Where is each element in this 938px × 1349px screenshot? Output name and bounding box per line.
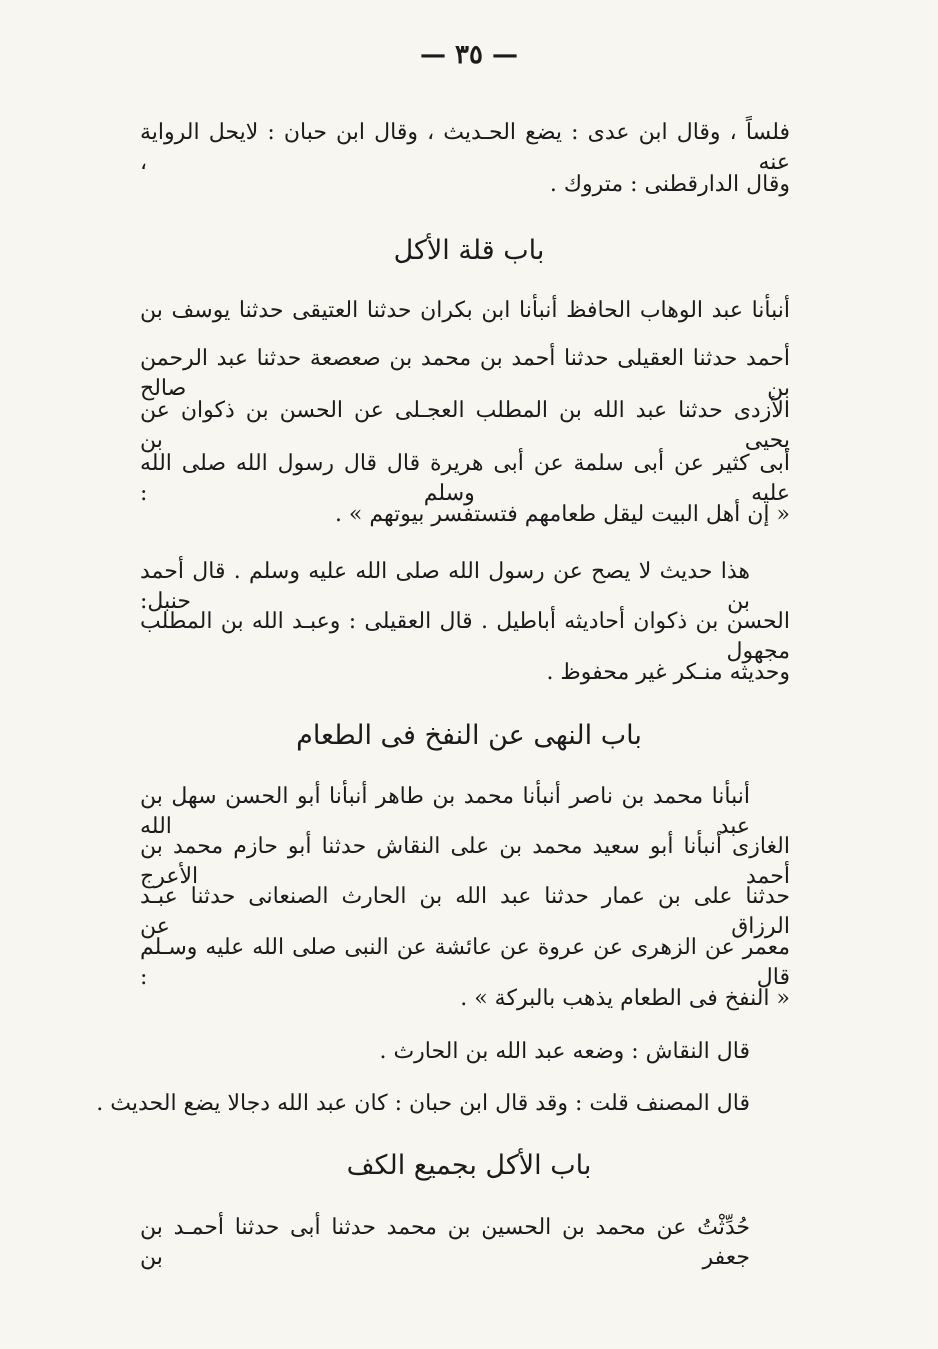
text-line: أنبأنا عبد الوهاب الحافظ أنبأنا ابن بكران حدثنا العتيقى حدثنا يوسف بن xyxy=(140,298,790,323)
text-line: الغازى أنبأنا أبو سعيد محمد بن على النقاش حدثنا أبو حازم محمد بن أحمد الأعرج xyxy=(140,834,790,889)
text-line: « النفخ فى الطعام يذهب بالبركة » . xyxy=(460,986,790,1011)
text-line: هذا حديث لا يصح عن رسول الله صلى الله عليه وسلم . قال أحمد بن حنبل: xyxy=(140,559,750,614)
text-line: قال النقاش : وضعه عبد الله بن الحارث . xyxy=(379,1039,750,1064)
text-line: معمر عن الزهرى عن عروة عن عائشة عن النبى صلى الله عليه وسـلم قال : xyxy=(140,935,790,990)
text-line: أبى كثير عن أبى سلمة عن أبى هريرة قال قال رسول الله صلى الله عليه وسلم : xyxy=(140,451,790,506)
text-line: أنبأنا محمد بن ناصر أنبأنا محمد بن طاهر أنبأنا أبو الحسن سهل بن عبد الله xyxy=(140,784,750,839)
text-line: وحديثه منـكر غير محفوظ . xyxy=(546,660,790,685)
text-line: حُدِّثْتُ عن محمد بن الحسين بن محمد حدثنا أبى حدثنا أحمـد بن جعفر بن xyxy=(140,1215,750,1270)
text-line: الأزدى حدثنا عبد الله بن المطلب العجـلى عن الحسن بن ذكوان عن يحيى بن xyxy=(140,398,790,453)
text-line: حدثنا على بن عمار حدثنا عبد الله بن الحارث الصنعانى حدثنا عبـد الرزاق عن xyxy=(140,884,790,939)
text-line: قال المصنف قلت : وقد قال ابن حبان : كان عبد الله دجالا يضع الحديث . xyxy=(96,1091,750,1116)
text-line: وقال الدارقطنى : متروك . xyxy=(549,172,790,197)
text-line: « إن أهل البيت ليقل طعامهم فتستفسر بيوتهم » . xyxy=(334,502,790,527)
text-line: فلساً ، وقال ابن عدى : يضع الحـديث ، وقال ابن حبان : لايحل الرواية عنه ، xyxy=(140,120,790,175)
page-number: — ٣٥ — xyxy=(419,40,519,70)
text-line: الحسن بن ذكوان أحاديثه أباطيل . قال العقيلى : وعبـد الله بن المطلب مجهول xyxy=(140,609,790,664)
section-heading: باب قلة الأكل xyxy=(393,235,545,266)
text-line: أحمد حدثنا العقيلى حدثنا أحمد بن محمد بن صعصعة حدثنا عبد الرحمن بن صالح xyxy=(140,346,790,401)
section-heading: باب الأكل بجميع الكف xyxy=(346,1150,592,1181)
section-heading: باب النهى عن النفخ فى الطعام xyxy=(296,720,642,751)
